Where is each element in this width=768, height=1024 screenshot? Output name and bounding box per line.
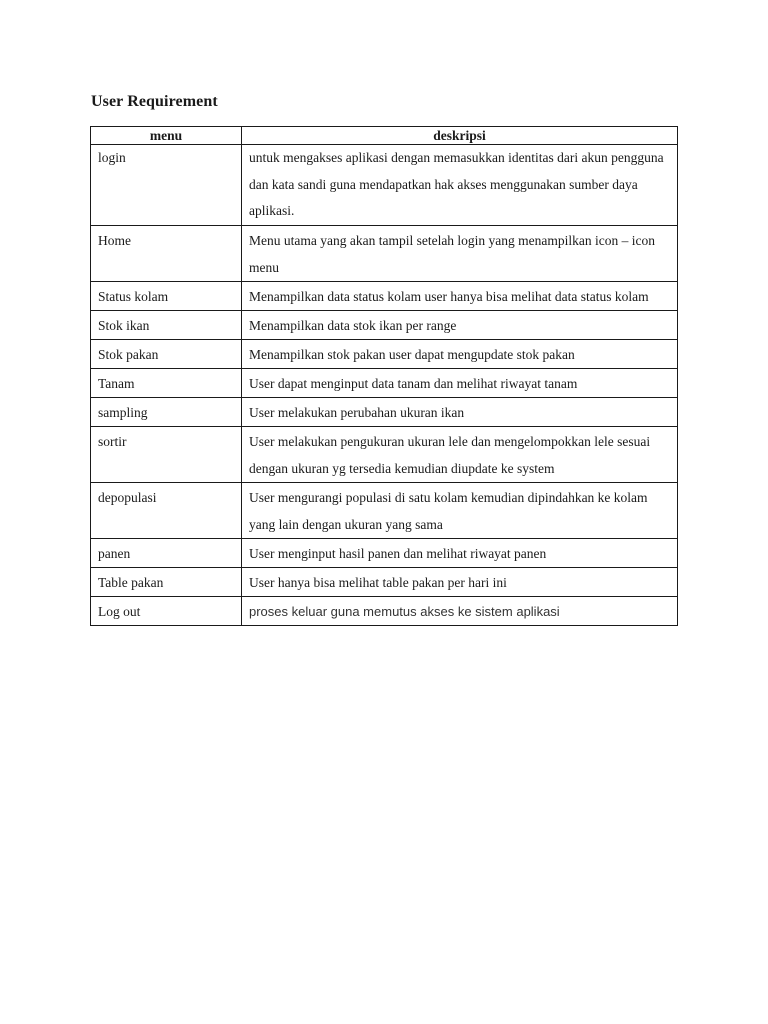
description-cell: Menampilkan data stok ikan per range <box>242 310 678 339</box>
description-cell: User dapat menginput data tanam dan melihat riwayat tanam <box>242 368 678 397</box>
menu-cell: Stok ikan <box>91 310 242 339</box>
menu-cell: Status kolam <box>91 281 242 310</box>
description-cell: User melakukan pengukuran ukuran lele dan mengelompokkan lele sesuai dengan ukuran yg tersedia kemudian diupdate ke system <box>242 426 678 482</box>
description-cell: User hanya bisa melihat table pakan per hari ini <box>242 567 678 596</box>
description-cell: Menampilkan stok pakan user dapat mengupdate stok pakan <box>242 339 678 368</box>
description-cell: proses keluar guna memutus akses ke sistem aplikasi <box>242 596 678 625</box>
description-cell: Menampilkan data status kolam user hanya bisa melihat data status kolam <box>242 281 678 310</box>
menu-cell: login <box>91 145 242 226</box>
requirements-table <box>90 126 678 626</box>
table-row <box>91 482 678 538</box>
description-cell: User melakukan perubahan ukuran ikan <box>242 397 678 426</box>
description-cell: untuk mengakses aplikasi dengan memasukkan identitas dari akun pengguna dan kata sandi guna mendapatkan hak akses menggunakan sumber daya aplikasi. <box>242 145 678 226</box>
header-menu: menu <box>91 127 242 145</box>
table-row <box>91 310 678 339</box>
table-row <box>91 567 678 596</box>
menu-cell: Log out <box>91 596 242 625</box>
table-row <box>91 339 678 368</box>
menu-cell: Table pakan <box>91 567 242 596</box>
menu-cell: sortir <box>91 426 242 482</box>
menu-cell: Home <box>91 225 242 281</box>
table-row <box>91 145 678 226</box>
header-description: deskripsi <box>242 127 678 145</box>
table-header-row <box>91 127 678 145</box>
table-row <box>91 538 678 567</box>
table-row <box>91 596 678 625</box>
page-title: User Requirement <box>91 93 218 110</box>
menu-cell: Tanam <box>91 368 242 397</box>
table-row <box>91 426 678 482</box>
menu-cell: sampling <box>91 397 242 426</box>
menu-cell: depopulasi <box>91 482 242 538</box>
table-row <box>91 281 678 310</box>
table-row <box>91 397 678 426</box>
menu-cell: panen <box>91 538 242 567</box>
description-cell: User mengurangi populasi di satu kolam kemudian dipindahkan ke kolam yang lain dengan ukuran yang sama <box>242 482 678 538</box>
description-cell: Menu utama yang akan tampil setelah login yang menampilkan icon – icon menu <box>242 225 678 281</box>
table-row <box>91 368 678 397</box>
menu-cell: Stok pakan <box>91 339 242 368</box>
table-row <box>91 225 678 281</box>
description-cell: User menginput hasil panen dan melihat riwayat panen <box>242 538 678 567</box>
